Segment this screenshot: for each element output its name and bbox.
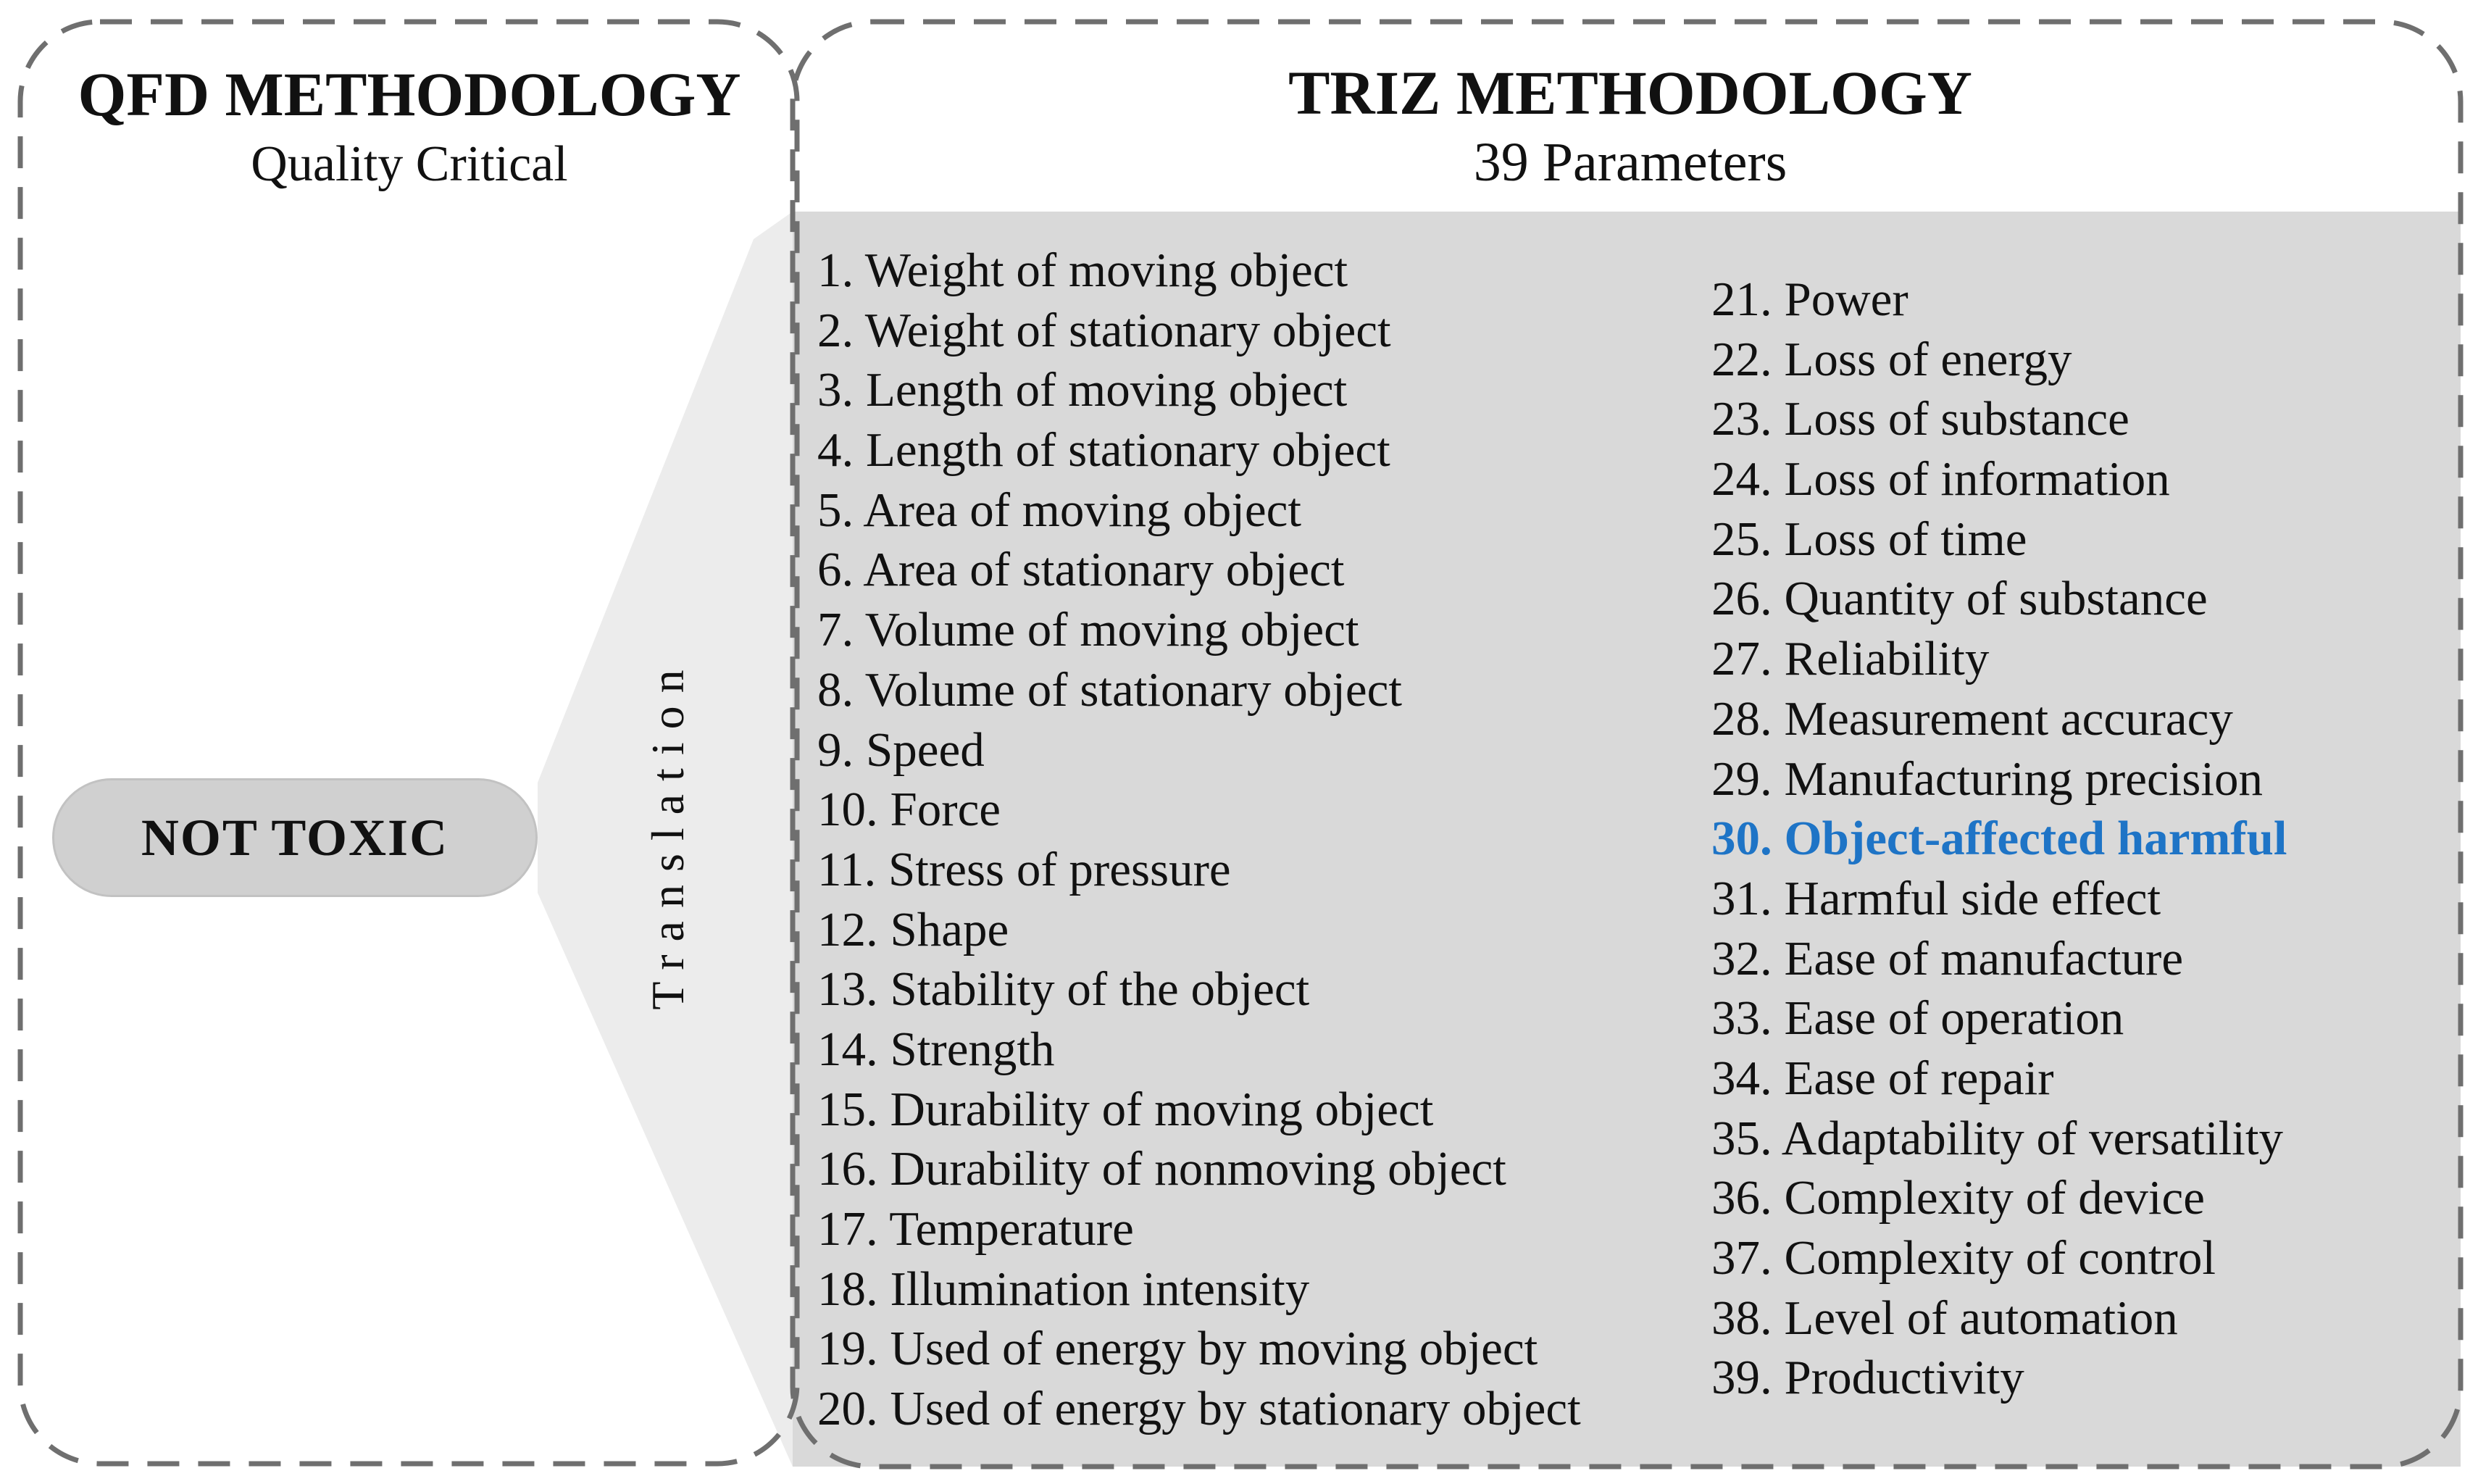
parameter-item: 13. Stability of the object [817, 962, 1310, 1017]
parameter-item: 1. Weight of moving object [817, 243, 1348, 297]
parameter-item: 9. Speed [817, 722, 985, 777]
parameter-item: 17. Temperature [817, 1202, 1134, 1256]
parameter-item: 10. Force [817, 783, 1001, 837]
parameter-item: 2. Weight of stationary object [817, 303, 1391, 357]
parameter-item: 12. Shape [817, 902, 1009, 956]
parameter-item: 20. Used of energy by stationary object [817, 1382, 1581, 1436]
parameter-item: 7. Volume of moving object [817, 603, 1359, 657]
parameter-item: 32. Ease of manufacture [1711, 931, 2184, 985]
critical-item-pill [52, 778, 538, 897]
parameter-item: 16. Durability of nonmoving object [817, 1142, 1506, 1196]
parameter-item: 3. Length of moving object [817, 363, 1348, 417]
parameter-item-highlighted: 30. Object-affected harmful [1711, 812, 2287, 866]
parameter-item: 33. Ease of operation [1711, 991, 2124, 1046]
parameter-item: 11. Stress of pressure [817, 842, 1231, 896]
parameter-item: 19. Used of energy by moving object [817, 1322, 1538, 1376]
parameter-item: 34. Ease of repair [1711, 1051, 2054, 1105]
parameter-item: 31. Harmful side effect [1711, 871, 2161, 925]
triz-title: TRIZ METHODOLOGY [1288, 58, 1972, 128]
parameter-item: 4. Length of stationary object [817, 423, 1390, 478]
qfd-title: QFD METHODOLOGY [78, 59, 741, 129]
parameter-list-col-2 [1711, 270, 2287, 1408]
parameter-item: 27. Reliability [1711, 632, 1990, 686]
parameter-item: 25. Loss of time [1711, 512, 2027, 566]
parameter-item: 26. Quantity of substance [1711, 572, 2208, 626]
translation-label: Translation [642, 656, 693, 1010]
parameter-item: 36. Complexity of device [1711, 1171, 2206, 1225]
parameter-item: 35. Adaptability of versatility [1711, 1111, 2283, 1165]
parameter-item: 39. Productivity [1711, 1351, 2024, 1405]
parameter-item: 6. Area of stationary object [817, 543, 1345, 597]
parameter-item: 28. Measurement accuracy [1711, 691, 2233, 746]
parameter-item: 24. Loss of information [1711, 452, 2170, 507]
parameter-item: 15. Durability of moving object [817, 1082, 1434, 1136]
parameter-item: 8. Volume of stationary object [817, 662, 1402, 717]
triz-subtitle: 39 Parameters [1473, 132, 1787, 193]
parameter-item: 23. Loss of substance [1711, 392, 2129, 446]
parameter-item: 14. Strength [817, 1022, 1055, 1076]
critical-item-label: NOT TOXIC [141, 808, 449, 867]
parameter-list-col-1 [817, 241, 1581, 1439]
parameter-item: 38. Level of automation [1711, 1291, 2178, 1345]
parameter-item: 18. Illumination intensity [817, 1262, 1310, 1316]
parameter-item: 22. Loss of energy [1711, 332, 2072, 386]
parameter-item: 21. Power [1711, 272, 1908, 326]
qfd-subtitle: Quality Critical [251, 136, 568, 192]
parameter-item: 5. Area of moving object [817, 483, 1301, 537]
parameter-item: 37. Complexity of control [1711, 1231, 2216, 1285]
parameter-item: 29. Manufacturing precision [1711, 751, 2263, 806]
